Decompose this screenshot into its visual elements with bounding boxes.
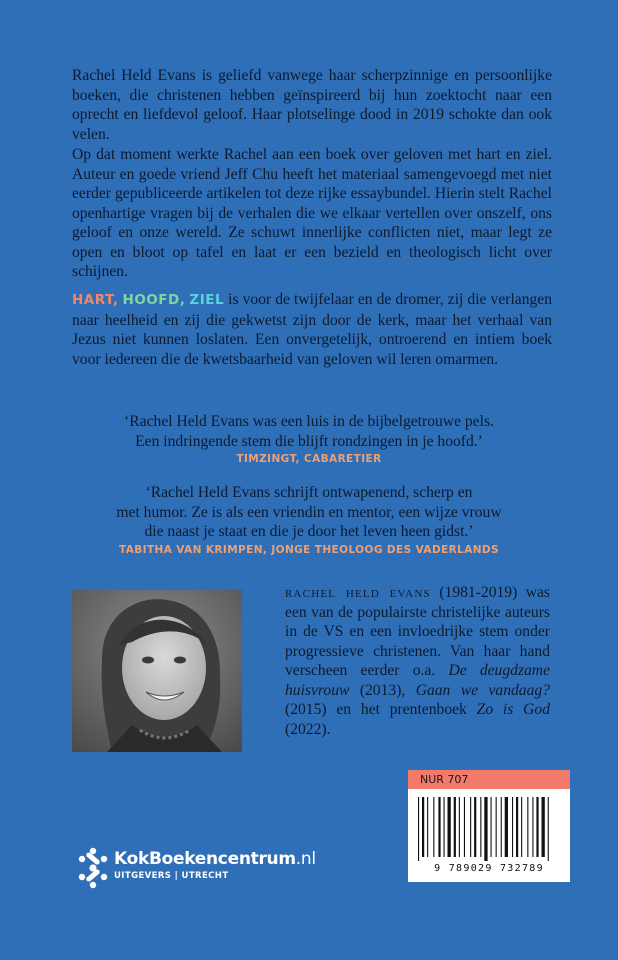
author-photo [72, 590, 242, 752]
bio-book-2: Gaan we vandaag? [415, 681, 550, 699]
barcode-bar [418, 797, 419, 861]
isbn-number: 9 789029 732789 [434, 863, 544, 874]
quote-1-line-2: Een indringende stem die blijft rondzingen in je hoofd.’ [135, 432, 483, 450]
barcode-bar [536, 797, 538, 857]
barcode-bar [532, 797, 533, 857]
barcode-bar [438, 797, 440, 857]
barcode-bar [459, 797, 460, 857]
isbn-barcode [408, 789, 570, 882]
barcode-bar [542, 797, 545, 857]
barcode-bar [474, 797, 476, 857]
publisher-subtitle: UITGEVERS | UTRECHT [114, 871, 229, 881]
author-name: rachel held evans [285, 584, 431, 601]
title-word-hart: HART, [72, 292, 119, 308]
barcode-bar [454, 797, 456, 857]
review-quote-2 [40, 483, 578, 559]
barcode-bar [433, 797, 434, 857]
intro-paragraph-2: Op dat moment werkte Rachel aan een boek over geloven met hart en ziel. Auteur en goede vriend Jeff Chu heeft het materiaal samengevoegd met niet eerder gepubliceerde artikelen tot deze rijke essaybundel. Hierin stelt Rachel openhartige vragen bij de verhalen die we elkaar vertellen over onszelf, ons geloof en onze wereld. Ze schuwt innerlijke conflicten niet, maar legt ze open en bloot op tafel en laat er een bezield en theologisch licht over schijnen. [72, 146, 552, 280]
barcode-bar [496, 797, 497, 857]
intro-paragraph-3-text: is voor de twijfelaar en de dromer, zij die verlangen naar heelheid en zij die gekwetst zijn door de kerk, maar het verhaal van Jezus niet kunnen loslaten. Een onvergetelijk, ontroerend en intiem boek voor iedereen die de kwetsbaarheid van geloven wil leren omarmen. [72, 291, 553, 368]
barcode-bar [516, 797, 518, 857]
bio-book-3: Zo is God [476, 701, 550, 718]
barcode-bar [491, 797, 492, 857]
barcode-bar [448, 797, 451, 857]
publisher-wordmark [114, 849, 316, 881]
title-word-hoofd: HOOFD, [122, 292, 186, 308]
publisher-logo-icon [76, 846, 110, 890]
quote-2-line-1: ‘Rachel Held Evans schrijft ontwapenend, scherp en [145, 484, 473, 501]
intro-paragraph-1: Rachel Held Evans is geliefd vanwege haar scherpzinnige en persoonlijke boeken, die christenen hebben geïnspireerd bij hun zoektocht naar een oprecht en liefdevol geloof. Haar plotselinge dood in 2019 schokte dan ook velen. [72, 67, 552, 143]
bio-text-4: (2022). [285, 720, 331, 738]
barcode-bar [484, 797, 487, 861]
quote-1-attribution: TIMZINGT, CABARETIER [236, 453, 382, 465]
quote-1-line-1: ‘Rachel Held Evans was een luis in de bijbelgetrouwe pels. [124, 413, 494, 430]
quote-2-line-3: die naast je staat en die je door het leven heen gidst.’ [144, 523, 474, 540]
barcode-bar [480, 797, 481, 857]
title-word-ziel: ZIEL [189, 292, 225, 308]
publisher-tld: .nl [295, 849, 316, 869]
author-bio [285, 583, 550, 739]
publisher-name [114, 849, 316, 869]
barcode-bar [512, 797, 513, 857]
review-quote-1 [40, 412, 578, 468]
bio-text-2: (2013), [349, 681, 416, 699]
bio-book-1: De deugdzame huisvrouw [285, 662, 550, 699]
quote-2-attribution: TABITHA VAN KRIMPEN, JONGE THEOLOOG DES VADERLANDS [118, 543, 500, 556]
barcode-bar [427, 797, 428, 857]
barcode-bar [422, 797, 424, 857]
barcode-bar [464, 797, 465, 857]
barcode-bar [444, 797, 445, 857]
barcode-bar [505, 797, 508, 857]
bio-text-1: (1981-2019) was een van de populairste christelijke auteurs in de VS en een invloedrijke stem onder progressieve christenen. Van haar hand verscheen eerder o.a. [285, 584, 550, 679]
author-portrait-illustration [72, 590, 242, 752]
nur-code: NUR 707 [408, 770, 570, 789]
quote-2-line-2: met humor. Ze is als een vriendin en mentor, een wijze vrouw [116, 503, 502, 521]
bio-text-3: (2015) en het prentenboek [285, 701, 477, 718]
barcode-bar [527, 797, 528, 857]
barcode-bar [470, 797, 471, 857]
barcode-bars [418, 797, 560, 861]
intro-paragraph-3 [72, 290, 552, 369]
publisher-name-text: KokBoekencentrum [114, 849, 296, 869]
barcode-bar [501, 797, 502, 857]
barcode-bar [548, 797, 549, 861]
barcode-bar [521, 797, 522, 857]
